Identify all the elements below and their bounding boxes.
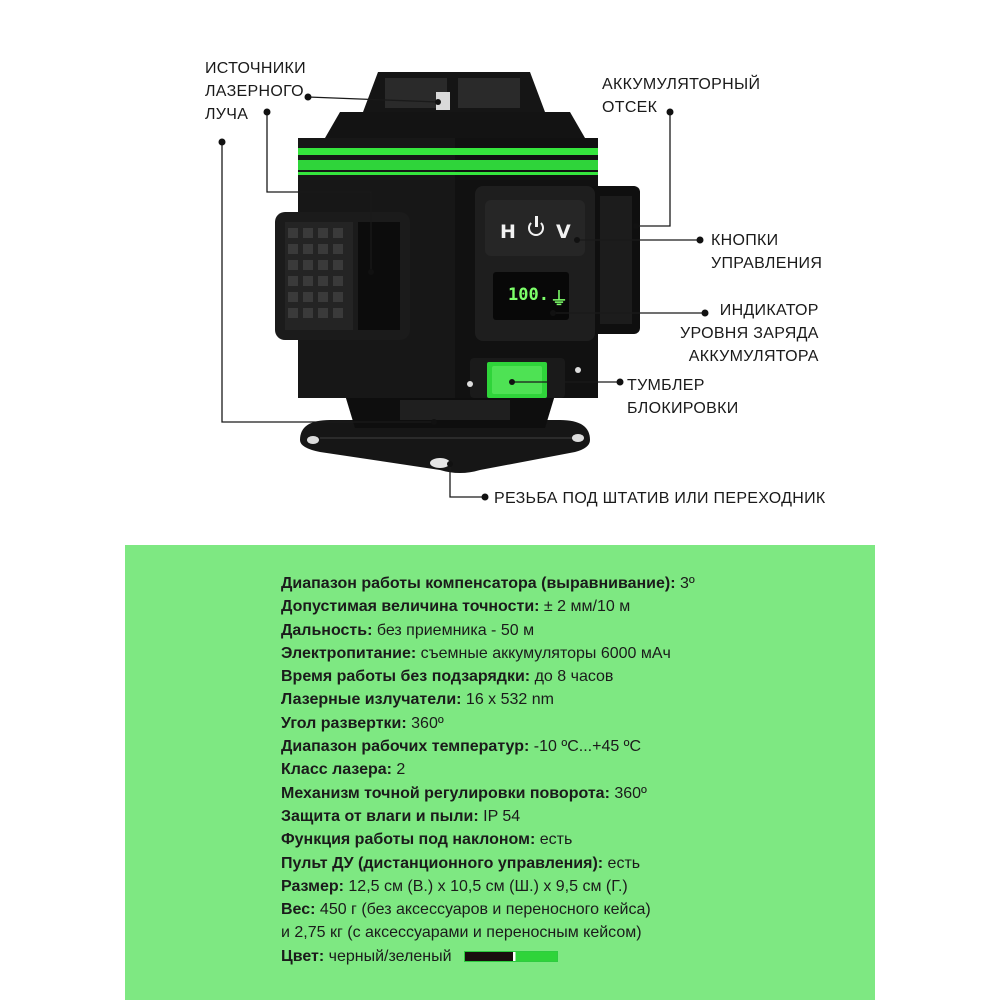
power-icon-bar	[535, 216, 538, 227]
spec-label: Механизм точной регулировки поворота:	[281, 784, 610, 802]
spec-label: Допустимая величина точности:	[281, 598, 540, 616]
spec-value: до 8 часов	[530, 668, 614, 686]
spec-item	[281, 642, 695, 665]
spec-label: Вес:	[281, 901, 316, 919]
spec-value: съемные аккумуляторы 6000 мАч	[416, 644, 671, 662]
rotation-neck	[345, 395, 555, 428]
spec-label: Диапазон рабочих температур:	[281, 738, 530, 756]
spec-item	[281, 758, 695, 781]
spec-label: Класс лазера:	[281, 761, 392, 779]
spec-value: есть	[603, 854, 641, 872]
spec-item	[281, 828, 695, 851]
color-swatch	[464, 951, 558, 962]
spec-label: Электропитание:	[281, 644, 417, 662]
spec-value: 12,5 см (В.) x 10,5 см (Ш.) x 9,5 см (Г.)	[343, 877, 628, 895]
spec-item	[281, 782, 695, 805]
spec-item	[281, 688, 695, 711]
spec-item	[281, 945, 695, 968]
spec-label: Лазерные излучатели:	[281, 691, 462, 709]
spec-item	[281, 735, 695, 758]
spec-item	[281, 619, 695, 642]
spec-item	[281, 898, 695, 921]
spec-label: Пульт ДУ (дистанционного управления):	[281, 854, 604, 872]
spec-label: Цвет:	[281, 947, 325, 965]
spec-value: 2	[391, 761, 406, 779]
spec-value: и 2,75 кг (с аксессуарами и переносным кейсом)	[281, 924, 642, 942]
spec-label: Дальность:	[281, 621, 373, 639]
display-readout: 100.	[508, 285, 549, 305]
battery-pack	[590, 186, 640, 334]
spec-list	[281, 572, 695, 968]
callout-laser-sources: ИСТОЧНИКИ ЛАЗЕРНОГО ЛУЧА	[205, 60, 306, 123]
spec-item	[281, 665, 695, 688]
spec-value: 360º	[609, 784, 647, 802]
spec-label: Время работы без подзарядки:	[281, 668, 531, 686]
spec-item	[281, 712, 695, 735]
callout-control-buttons: КНОПКИ УПРАВЛЕНИЯ	[711, 232, 823, 272]
spec-label: Размер:	[281, 877, 344, 895]
lock-toggle-switch	[467, 358, 581, 398]
spec-label: Угол развертки:	[281, 714, 407, 732]
spec-item	[281, 572, 695, 595]
top-turret	[325, 72, 585, 138]
spec-value: без приемника - 50 м	[372, 621, 535, 639]
callout-lock-toggle: ТУМБЛЕР БЛОКИРОВКИ	[627, 377, 739, 417]
spec-value: черный/зеленый	[324, 947, 452, 965]
spec-value: ± 2 мм/10 м	[539, 598, 631, 616]
spec-label: Защита от влаги и пыли:	[281, 807, 479, 825]
spec-item	[281, 595, 695, 618]
spec-item-continuation	[281, 921, 695, 944]
control-panel	[475, 186, 595, 341]
spec-value: 360º	[406, 714, 444, 732]
spec-value: 16 x 532 nm	[461, 691, 554, 709]
plug-icon: ⏚	[550, 289, 568, 310]
spec-item	[281, 805, 695, 828]
specifications-panel	[125, 545, 875, 1000]
left-laser-window	[275, 212, 410, 340]
callout-battery-compartment: АККУМУЛЯТОРНЫЙ ОТСЕК	[602, 76, 761, 116]
spec-item	[281, 875, 695, 898]
spec-item	[281, 852, 695, 875]
spec-label: Диапазон работы компенсатора (выравнивание):	[281, 575, 676, 592]
spec-value: -10 ºC...+45 ºC	[529, 738, 642, 756]
callout-tripod-thread: РЕЗЬБА ПОД ШТАТИВ ИЛИ ПЕРЕХОДНИК	[494, 490, 826, 507]
spec-value: IP 54	[478, 807, 521, 825]
spec-label: Функция работы под наклоном:	[281, 831, 536, 849]
button-v-label: V	[556, 221, 571, 243]
callout-charge-indicator: ИНДИКАТОР УРОВНЯ ЗАРЯДА АККУМУЛЯТОРА	[680, 302, 819, 365]
spec-value: 450 г (без аксессуаров и переносного кейса)	[315, 901, 651, 919]
button-h-label: H	[500, 221, 516, 243]
spec-value: есть	[535, 831, 573, 849]
spec-value: 3º	[675, 575, 695, 592]
